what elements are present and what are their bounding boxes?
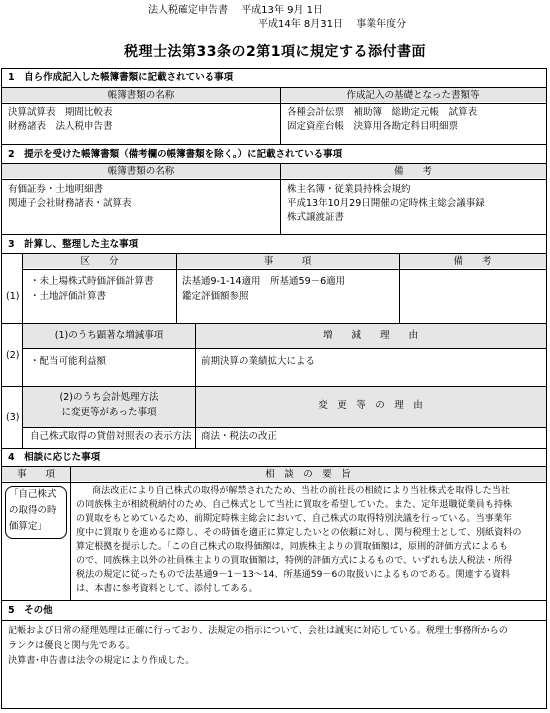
document-title: 税理士法第33条の2第1項に規定する添付書面 xyxy=(124,44,426,60)
section4-matter-line-2: の取得の時 xyxy=(9,505,57,516)
section3-row3-item: 自己株式取得の貸借対照表の表示方法 xyxy=(30,431,192,442)
section1-basis-2: 固定資産台帳 決算用各勘定科目明細票 xyxy=(287,121,459,132)
section1-name-1: 決算試算表 期間比較表 xyxy=(8,107,113,118)
section5-line-2: ランクは優良と関与先である。 xyxy=(8,641,136,651)
section1-basis-1: 各種会計伝票 補助簿 総勘定元帳 試算表 xyxy=(287,107,478,118)
period-label: 事業年度分 xyxy=(356,19,407,30)
section1-col-basis: 作成記入の基礎となった書類等 xyxy=(346,90,480,101)
section2-remark-1: 株主名簿・従業員持株会規約 xyxy=(287,184,411,195)
section4-summary-line-3: の買取をもとめているため、前期定時株主総会において、自己株式の取得特別決議を行っている。当事業年 xyxy=(76,514,512,524)
section1-heading: 1 自ら作成記入した帳簿書類に記載されている事項 xyxy=(8,72,234,83)
section3-heading: 3 計算し、整理した主な事項 xyxy=(8,239,139,250)
section3-matter-1: 法基通9-1-14適用 所基通59－6適用 xyxy=(182,276,346,287)
section4-heading: 4 相談に応じた事項 xyxy=(8,452,101,463)
return-header-line2 xyxy=(258,19,406,32)
period-from: 平成13年 9月 1日 xyxy=(241,5,323,16)
section2-col-remarks: 備 考 xyxy=(393,166,432,177)
section3-row2-item: ・配当可能利益額 xyxy=(30,356,107,367)
section3-category-1: ・未上場株式時価評価計算書 xyxy=(30,276,154,287)
section2-heading: 2 提示を受けた帳簿書類（備考欄の帳簿書類を除く。）に記載されている事項 xyxy=(8,149,343,160)
section3-row3-col-left-1: (2)のうち会計処理方法 xyxy=(59,392,159,403)
section4-summary-line-7: 税法の規定に従ったもので法基通9－1－13～14、所基通59－6の取扱いによるものである。関連する資料 xyxy=(76,570,511,580)
section3-row2-num: (2) xyxy=(6,350,20,361)
section4-col-matter: 事 項 xyxy=(16,469,55,480)
section4-summary-line-4: 度中に買取りを進めるに際し、その時価を適正に算定したいとの依頼に対し、関与税理士として、別紙資料の xyxy=(76,528,522,538)
section5-heading: 5 その他 xyxy=(8,605,53,616)
section3-row3-num: (3) xyxy=(6,412,20,423)
section2-name-2: 関連子会社財務諸表・試算表 xyxy=(8,198,132,209)
section2-col-names: 帳簿書類の名称 xyxy=(107,166,175,177)
section3-category-2: ・土地評価計算書 xyxy=(30,291,107,302)
section4-matter-line-3: 価算定」 xyxy=(9,521,48,532)
return-header xyxy=(148,5,323,18)
section4-col-summary: 相 談 の 要 旨 xyxy=(265,469,351,480)
section3-col-category: 区 分 xyxy=(80,256,119,267)
section3-row3-col-right: 変 更 等 の 理 由 xyxy=(318,400,423,411)
section4-matter-line-1: 「自己株式 xyxy=(9,489,57,500)
form-name: 法人税確定申告書 xyxy=(148,5,228,16)
section1-name-2: 財務諸表 法人税申告書 xyxy=(8,121,113,132)
section4-summary-line-5: 算定根拠を提示した。「この自己株式の取得価額は，同族株主よりの買取価額は，原則的評価方式によるも xyxy=(76,542,508,552)
section2-remark-2: 平成13年10月29日開催の定時株主総会議事録 xyxy=(287,198,485,209)
section3-row1-num: (1) xyxy=(6,291,20,302)
section2-name-1: 有価証券・土地明細書 xyxy=(8,184,104,195)
section1-col-names: 帳簿書類の名称 xyxy=(107,90,175,101)
section4-summary-line-8: は、本書に参考資料として、添付してある。 xyxy=(76,584,258,594)
section3-row2-col-right: 増 減 理 由 xyxy=(322,330,418,341)
period-to: 平成14年 8月31日 xyxy=(258,19,343,30)
section2-remark-3: 株式譲渡証書 xyxy=(287,212,345,223)
section3-row2-reason: 前期決算の業績拡大による xyxy=(201,356,316,367)
section5-line-1: 記帳および日常の経理処理は正確に行っており、法規定の指示について、会社は誠実に対応している。税理士事務所からの xyxy=(8,626,508,636)
section3-matter-2: 鑑定評価額参照 xyxy=(182,291,249,302)
section3-col-remarks: 備 考 xyxy=(453,256,492,267)
section3-row3-col-left-2: に変更等があった事項 xyxy=(61,407,157,418)
section4-summary-line-2: の同族株主が相続税納付のため、自己株式として当社に買取を希望していた。また、定年退職従業員も持株 xyxy=(76,500,513,510)
section3-row3-reason: 商法・税法の改正 xyxy=(201,431,278,442)
section3-col-matter: 事 項 xyxy=(263,256,312,267)
section4-summary-line-1: 商法改正により自己株式の取得が解禁されたため、当社の前社長の相続により当社株式を取得した当社 xyxy=(92,486,510,496)
section3-row2-col-left: (1)のうち顕著な増減事項 xyxy=(54,330,164,341)
section5-line-3: 決算書･申告書は法令の規定により作成した。 xyxy=(8,656,195,666)
section4-summary-line-6: ので、同族株主以外の社員株主よりの買取価額は，特例的評価方式によるもので、いずれも法人税法・所得 xyxy=(76,556,513,566)
